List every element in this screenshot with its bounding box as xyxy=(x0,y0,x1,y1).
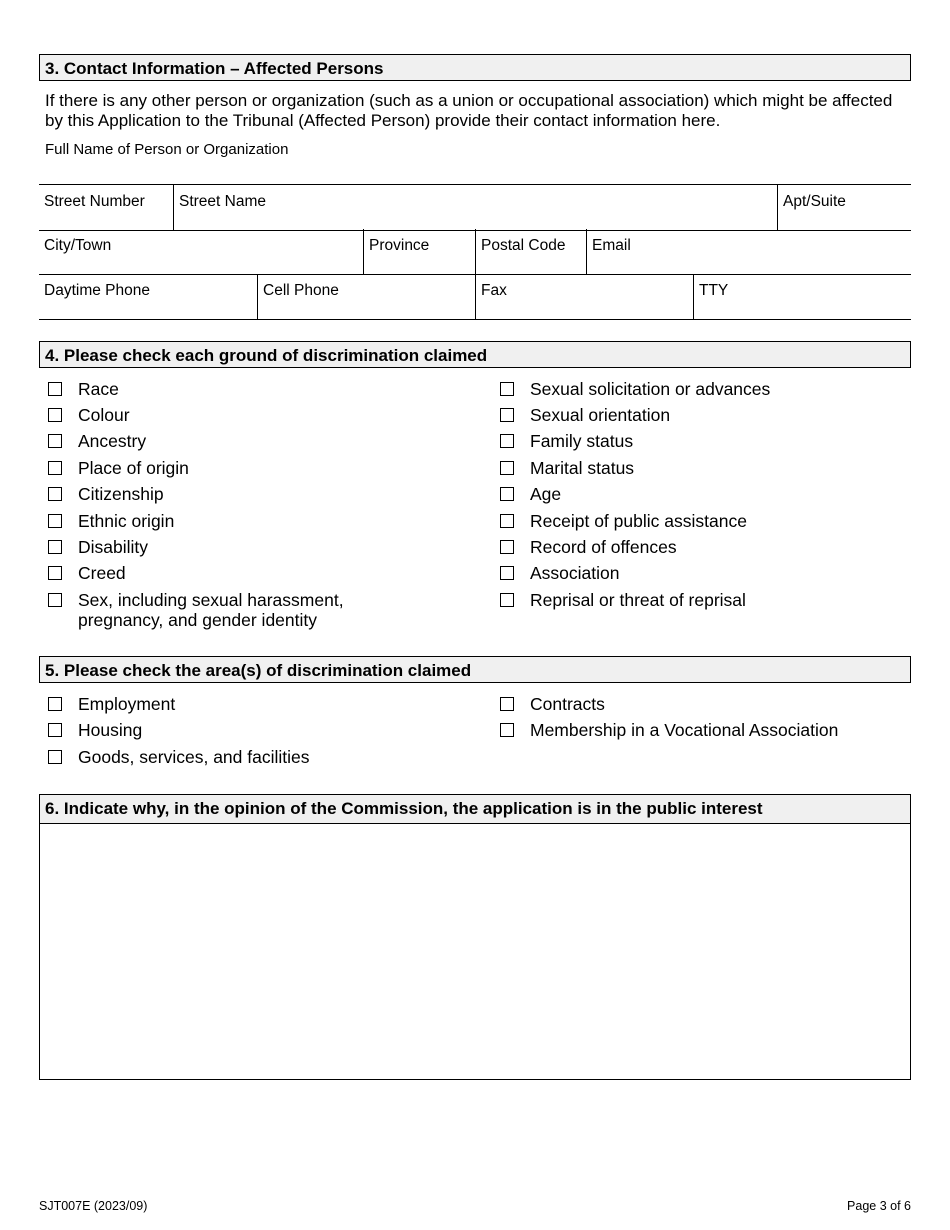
section-4-header: 4. Please check each ground of discrimination claimed xyxy=(39,341,911,368)
checkbox-label: Family status xyxy=(530,431,634,451)
checkbox-label: Sexual solicitation or advances xyxy=(530,379,771,399)
street-number-label: Street Number xyxy=(44,193,145,210)
postal-code-label: Postal Code xyxy=(481,237,566,254)
checkbox-label: Colour xyxy=(78,405,130,425)
checkbox-label: Sex, including sexual harassment, pregnancy, and gender identity xyxy=(78,590,344,630)
section-3-header: 3. Contact Information – Affected Persons xyxy=(39,54,911,81)
checkbox-label: Goods, services, and facilities xyxy=(78,747,310,767)
checkbox[interactable] xyxy=(500,540,514,554)
checkbox-label: Age xyxy=(530,484,562,504)
checkbox[interactable] xyxy=(500,461,514,475)
fax-label: Fax xyxy=(481,282,507,299)
address-row xyxy=(39,184,911,231)
checkbox[interactable] xyxy=(48,382,62,396)
checkbox-label: Disability xyxy=(78,537,149,557)
checkbox[interactable] xyxy=(500,487,514,501)
checkbox-label: Association xyxy=(530,563,620,583)
checkbox-label: Citizenship xyxy=(78,484,164,504)
checkbox[interactable] xyxy=(48,697,62,711)
checkbox[interactable] xyxy=(500,723,514,737)
public-interest-textarea[interactable] xyxy=(39,823,911,1080)
checkbox-label: Race xyxy=(78,379,119,399)
full-name-label: Full Name of Person or Organization xyxy=(45,141,289,158)
checkbox-label: Housing xyxy=(78,720,143,740)
checkbox[interactable] xyxy=(48,540,62,554)
cell-phone-field[interactable] xyxy=(257,274,475,319)
checkbox[interactable] xyxy=(48,514,62,528)
checkbox-label: Record of offences xyxy=(530,537,677,557)
fax-field[interactable] xyxy=(475,274,693,319)
page-number: Page 3 of 6 xyxy=(847,1199,911,1213)
checkbox[interactable] xyxy=(500,408,514,422)
daytime-phone-label: Daytime Phone xyxy=(44,282,150,299)
checkbox-label: Employment xyxy=(78,694,176,714)
tty-field[interactable] xyxy=(693,274,911,319)
checkbox-label: Ethnic origin xyxy=(78,511,175,531)
checkbox[interactable] xyxy=(500,514,514,528)
daytime-phone-field[interactable] xyxy=(39,274,257,319)
form-code: SJT007E (2023/09) xyxy=(39,1199,148,1213)
phone-row xyxy=(39,274,911,320)
checkbox-label: Sexual orientation xyxy=(530,405,671,425)
checkbox[interactable] xyxy=(48,487,62,501)
checkbox[interactable] xyxy=(48,750,62,764)
city-town-label: City/Town xyxy=(44,237,112,254)
checkbox-label: Ancestry xyxy=(78,431,147,451)
section-3-intro: If there is any other person or organization (such as a union or occupational association) which might be affected by this Application to the Tribunal (Affected Person) provide their contact information here. xyxy=(45,91,893,130)
section-5-header: 5. Please check the area(s) of discrimination claimed xyxy=(39,656,911,683)
city-town-field[interactable] xyxy=(39,229,363,274)
checkbox[interactable] xyxy=(500,382,514,396)
checkbox-label: Reprisal or threat of reprisal xyxy=(530,590,746,610)
email-field[interactable] xyxy=(586,229,911,274)
checkbox-label: Contracts xyxy=(530,694,605,714)
checkbox[interactable] xyxy=(48,566,62,580)
checkbox-label: Membership in a Vocational Association xyxy=(530,720,839,740)
checkbox[interactable] xyxy=(48,461,62,475)
cell-phone-label: Cell Phone xyxy=(263,282,339,299)
street-number-field[interactable] xyxy=(39,185,173,230)
tty-label: TTY xyxy=(699,282,729,299)
section-6-header: 6. Indicate why, in the opinion of the Commission, the application is in the public interest xyxy=(39,794,911,824)
postal-code-field[interactable] xyxy=(475,229,586,274)
city-row xyxy=(39,229,911,275)
checkbox-label: Creed xyxy=(78,563,126,583)
checkbox[interactable] xyxy=(500,434,514,448)
checkbox-label: Receipt of public assistance xyxy=(530,511,747,531)
checkbox-label: Marital status xyxy=(530,458,635,478)
apt-suite-field[interactable] xyxy=(777,185,911,230)
checkbox[interactable] xyxy=(48,593,62,607)
checkbox[interactable] xyxy=(48,434,62,448)
checkbox[interactable] xyxy=(48,408,62,422)
checkbox[interactable] xyxy=(500,566,514,580)
checkbox[interactable] xyxy=(48,723,62,737)
street-name-label: Street Name xyxy=(179,193,267,210)
email-label: Email xyxy=(592,237,631,254)
province-label: Province xyxy=(369,237,430,254)
street-name-field[interactable] xyxy=(173,185,777,230)
checkbox[interactable] xyxy=(500,593,514,607)
province-field[interactable] xyxy=(363,229,475,274)
apt-suite-label: Apt/Suite xyxy=(783,193,846,210)
checkbox-label: Place of origin xyxy=(78,458,189,478)
checkbox[interactable] xyxy=(500,697,514,711)
